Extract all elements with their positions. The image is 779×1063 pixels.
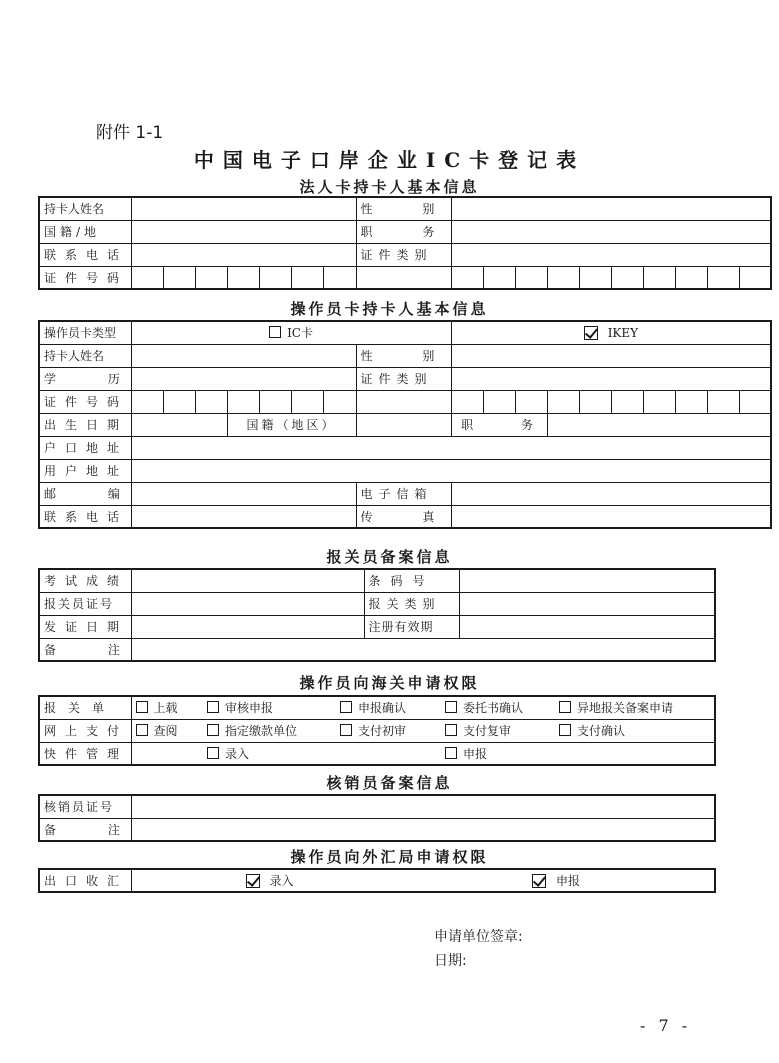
operator-name-field[interactable] <box>131 344 356 367</box>
perm-upload-label: 上载 <box>153 701 178 716</box>
legal-gender-label: 性 别 <box>356 197 451 220</box>
id-digit-cell[interactable] <box>259 266 291 289</box>
perm-view[interactable] <box>131 719 203 742</box>
registration-expiry-label: 注册有效期 <box>364 615 459 638</box>
operator-user-address-label: 用户地址 <box>39 459 131 482</box>
customs-permissions-table <box>38 695 716 766</box>
seal-label: 申请单位签章: <box>434 929 523 945</box>
perm-pay-confirm[interactable] <box>555 719 715 742</box>
checkbox-empty-icon[interactable] <box>207 701 219 713</box>
operator-id-number-label: 证件号码 <box>39 390 131 413</box>
operator-nationality-label: 国籍（地区） <box>227 413 356 436</box>
customs-section-title: 操作员向海关申请权限 <box>299 674 480 692</box>
verifier-cert-field[interactable] <box>131 795 715 818</box>
operator-birth-label: 出生日期 <box>39 413 131 436</box>
perm-proxy-confirm-label: 委托书确认 <box>463 701 524 716</box>
operator-hukou-field[interactable] <box>131 436 771 459</box>
checkbox-checked-icon[interactable] <box>246 874 260 888</box>
checkbox-empty-icon[interactable] <box>340 701 352 713</box>
legal-phone-label: 联系电话 <box>39 243 131 266</box>
perm-pay-first-label: 支付初审 <box>358 724 407 738</box>
registration-expiry-field[interactable] <box>459 615 715 638</box>
legal-nationality-label: 国籍/地 <box>39 220 131 243</box>
forex-declare-label: 申报 <box>556 874 581 888</box>
exam-score-field[interactable] <box>131 569 364 592</box>
id-digit-cell[interactable] <box>515 266 547 289</box>
declaration-type-label: 报关类别 <box>364 592 459 615</box>
id-digit-cell[interactable] <box>131 390 163 413</box>
id-digit-cell[interactable] <box>675 266 707 289</box>
perm-remote-filing-label: 异地报关备案申请 <box>577 701 674 716</box>
id-digit-cell[interactable] <box>515 390 547 413</box>
perm-proxy-confirm[interactable] <box>441 696 555 719</box>
barcode-label: 条码号 <box>364 569 459 592</box>
operator-user-address-field[interactable] <box>131 459 771 482</box>
perm-payer[interactable] <box>203 719 336 742</box>
legal-name-label: 持卡人姓名 <box>39 197 131 220</box>
legal-phone-field[interactable] <box>131 243 356 266</box>
id-digit-cell[interactable] <box>451 390 483 413</box>
perm-upload[interactable] <box>131 696 203 719</box>
id-digit-cell[interactable] <box>739 266 771 289</box>
checkbox-empty-icon[interactable] <box>269 326 281 338</box>
checkbox-empty-icon[interactable] <box>136 724 148 736</box>
id-digit-cell[interactable] <box>451 266 483 289</box>
operator-phone-label: 联系电话 <box>39 505 131 528</box>
operator-education-label: 学 历 <box>39 367 131 390</box>
ikey-option[interactable] <box>451 321 771 344</box>
attachment-label: 附件 1-1 <box>96 123 164 143</box>
checkbox-empty-icon[interactable] <box>445 701 457 713</box>
id-digit-cell[interactable] <box>643 390 675 413</box>
checkbox-empty-icon[interactable] <box>136 701 148 713</box>
checkbox-empty-icon[interactable] <box>559 701 571 713</box>
declarant-cert-label: 报关员证号 <box>39 592 131 615</box>
id-digit-cell[interactable] <box>323 390 356 413</box>
customs-declaration-label: 报关单 <box>39 696 131 719</box>
checkbox-empty-icon[interactable] <box>207 724 219 736</box>
checkbox-checked-icon[interactable] <box>584 326 598 340</box>
declarant-remark-label: 备 注 <box>39 638 131 661</box>
empty-cell <box>131 742 203 765</box>
verifier-cert-label: 核销员证号 <box>39 795 131 818</box>
operator-postcode-field[interactable] <box>131 482 356 505</box>
id-digit-cell[interactable] <box>356 266 451 289</box>
id-digit-cell[interactable] <box>291 266 323 289</box>
online-payment-label: 网上支付 <box>39 719 131 742</box>
checkbox-empty-icon[interactable] <box>207 747 219 759</box>
form-title: 中国电子口岸企业IC卡登记表 <box>193 148 586 172</box>
empty-cell <box>336 742 441 765</box>
id-digit-cell[interactable] <box>227 390 259 413</box>
operator-gender-field[interactable] <box>451 344 771 367</box>
forex-table <box>38 868 716 893</box>
operator-position-label: 职 务 <box>451 413 547 436</box>
declarant-cert-field[interactable] <box>131 592 364 615</box>
id-digit-cell[interactable] <box>739 390 771 413</box>
legal-position-field[interactable] <box>451 220 771 243</box>
verifier-remark-field[interactable] <box>131 818 715 841</box>
checkbox-empty-icon[interactable] <box>445 747 457 759</box>
legal-id-number-label: 证件号码 <box>39 266 131 289</box>
operator-table <box>38 320 772 529</box>
perm-review[interactable] <box>203 696 336 719</box>
operator-section-title: 操作员卡持卡人基本信息 <box>290 300 489 318</box>
id-digit-cell[interactable] <box>611 390 643 413</box>
id-digit-cell[interactable] <box>707 390 739 413</box>
operator-position-field[interactable] <box>547 413 771 436</box>
ic-card-option-label: IC卡 <box>287 326 313 341</box>
perm-pay-second[interactable] <box>441 719 555 742</box>
legal-id-type-field[interactable] <box>451 243 771 266</box>
perm-pay-first[interactable] <box>336 719 441 742</box>
forex-entry-label: 录入 <box>269 874 294 888</box>
verifier-remark-label: 备 注 <box>39 818 131 841</box>
perm-pay-second-label: 支付复审 <box>463 724 512 738</box>
perm-express-declare[interactable] <box>441 742 555 765</box>
operator-fax-field[interactable] <box>451 505 771 528</box>
perm-confirm-label: 申报确认 <box>358 701 407 716</box>
empty-cell <box>555 742 715 765</box>
forex-entry-option[interactable] <box>131 869 364 892</box>
legal-gender-field[interactable] <box>451 197 771 220</box>
id-digit-cell[interactable] <box>195 266 227 289</box>
id-digit-cell[interactable] <box>675 390 707 413</box>
perm-express-entry-label: 录入 <box>225 746 250 761</box>
operator-hukou-label: 户口地址 <box>39 436 131 459</box>
export-receipt-label: 出口收汇 <box>39 869 131 892</box>
operator-birth-field[interactable] <box>131 413 227 436</box>
id-digit-cell[interactable] <box>259 390 291 413</box>
perm-view-label: 查阅 <box>153 724 178 738</box>
perm-express-entry[interactable] <box>203 742 336 765</box>
id-digit-cell[interactable] <box>227 266 259 289</box>
checkbox-checked-icon[interactable] <box>532 874 546 888</box>
page-number: - 7 - <box>640 1016 692 1035</box>
id-digit-cell[interactable] <box>579 390 611 413</box>
checkbox-empty-icon[interactable] <box>445 724 457 736</box>
declarant-remark-field[interactable] <box>131 638 715 661</box>
perm-confirm[interactable] <box>336 696 441 719</box>
id-digit-cell[interactable] <box>547 390 579 413</box>
legal-nationality-field[interactable] <box>131 220 356 243</box>
legal-name-field[interactable] <box>131 197 356 220</box>
perm-payer-label: 指定缴款单位 <box>225 724 298 738</box>
express-mgmt-label: 快件管理 <box>39 742 131 765</box>
operator-postcode-label: 邮 编 <box>39 482 131 505</box>
operator-id-type-field[interactable] <box>451 367 771 390</box>
id-digit-cell[interactable] <box>547 266 579 289</box>
id-digit-cell[interactable] <box>131 266 163 289</box>
id-digit-cell[interactable] <box>195 390 227 413</box>
legal-position-label: 职 务 <box>356 220 451 243</box>
operator-card-type-label: 操作员卡类型 <box>39 321 131 344</box>
operator-gender-label: 性 别 <box>356 344 451 367</box>
legal-id-type-label: 证件类别 <box>356 243 451 266</box>
perm-remote-filing[interactable] <box>555 696 715 719</box>
declarant-section-title: 报关员备案信息 <box>326 548 453 566</box>
forex-declare-option[interactable] <box>364 869 715 892</box>
id-digit-cell[interactable] <box>483 390 515 413</box>
legal-person-table <box>38 196 772 290</box>
issue-date-field[interactable] <box>131 615 364 638</box>
id-digit-cell[interactable] <box>707 266 739 289</box>
issue-date-label: 发证日期 <box>39 615 131 638</box>
perm-review-label: 审核申报 <box>225 701 274 716</box>
perm-pay-confirm-label: 支付确认 <box>577 724 626 738</box>
id-digit-cell[interactable] <box>643 266 675 289</box>
id-digit-cell[interactable] <box>163 266 195 289</box>
id-digit-cell[interactable] <box>483 266 515 289</box>
verifier-table <box>38 794 716 842</box>
ikey-option-label: IKEY <box>607 325 639 340</box>
declaration-type-field[interactable] <box>459 592 715 615</box>
barcode-field[interactable] <box>459 569 715 592</box>
operator-name-label: 持卡人姓名 <box>39 344 131 367</box>
operator-email-label: 电子信箱 <box>356 482 451 505</box>
exam-score-label: 考试成绩 <box>39 569 131 592</box>
forex-section-title: 操作员向外汇局申请权限 <box>290 848 489 866</box>
operator-phone-field[interactable] <box>131 505 356 528</box>
declarant-table <box>38 568 716 662</box>
ic-card-option[interactable] <box>131 321 451 344</box>
operator-nationality-field[interactable] <box>356 413 451 436</box>
id-digit-cell[interactable] <box>291 390 323 413</box>
operator-education-field[interactable] <box>131 367 356 390</box>
id-digit-cell[interactable] <box>323 266 356 289</box>
id-digit-cell[interactable] <box>579 266 611 289</box>
checkbox-empty-icon[interactable] <box>559 724 571 736</box>
operator-fax-label: 传 真 <box>356 505 451 528</box>
date-label: 日期: <box>434 953 467 969</box>
operator-id-type-label: 证件类别 <box>356 367 451 390</box>
id-digit-cell[interactable] <box>611 266 643 289</box>
checkbox-empty-icon[interactable] <box>340 724 352 736</box>
operator-email-field[interactable] <box>451 482 771 505</box>
perm-express-declare-label: 申报 <box>463 746 488 761</box>
verifier-section-title: 核销员备案信息 <box>326 774 453 792</box>
id-digit-cell[interactable] <box>356 390 451 413</box>
legal-section-title: 法人卡持卡人基本信息 <box>299 178 480 196</box>
id-digit-cell[interactable] <box>163 390 195 413</box>
